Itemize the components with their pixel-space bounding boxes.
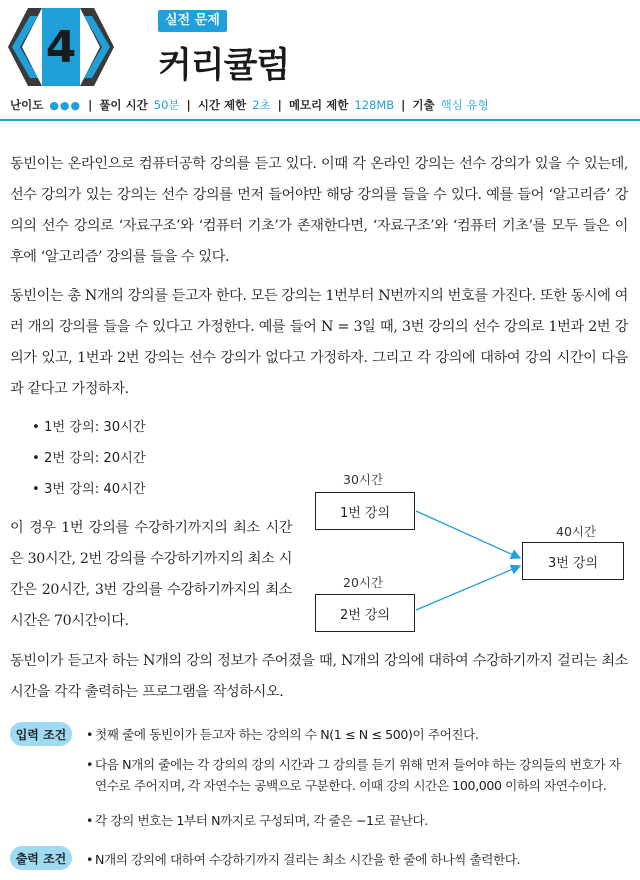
arrow-1-to-3 — [416, 511, 520, 558]
solve-time-label: 풀이 시간 — [99, 98, 148, 112]
prerequisite-diagram — [300, 460, 640, 650]
page-title: 커리큘럼 — [158, 46, 290, 86]
problem-paragraph-2: 동빈이는 총 N개의 강의를 듣고자 한다. 모든 강의는 1번부터 N번까지의 번호를 가진다. 또한 동시에 여러 개의 강의를 들을 수 있다고 가정한다. 예를 들어 N = 3일 때, 3번 강의의 선수 강의로 1번과 2번 강의가 있고, 1번과 2번 강의는 선수 강의가 없다고 가정하자. 그리고 각 강의에 대하여 강의 시간이 다음과 같다고 가정하자. — [10, 288, 628, 397]
input-condition-text: 첫째 줄에 동빈이가 듣고자 하는 강의의 수 N(1 ≤ N ≤ 500)이 주어진다. — [95, 727, 479, 742]
memory-limit-label: 메모리 제한 — [288, 98, 349, 112]
meta-separator: | — [186, 98, 191, 112]
output-condition-tag: 출력 조건 — [10, 846, 72, 870]
input-condition-text: 각 강의 번호는 1부터 N까지로 구성되며, 각 줄은 −1로 끝난다. — [95, 813, 428, 828]
arrow-2-to-3 — [416, 566, 520, 610]
input-condition-tag: 입력 조건 — [10, 722, 72, 746]
meta-separator: | — [88, 98, 93, 112]
bullet: • — [86, 727, 94, 742]
node-2-box: 2번 강의 — [315, 594, 415, 632]
node-2-time: 20시간 — [343, 575, 384, 590]
lecture-time-list — [32, 412, 146, 505]
solve-time-value: 50분 — [153, 98, 180, 112]
node-3-box: 3번 강의 — [522, 542, 624, 580]
chapter-subtitle-badge: 실전 문제 — [158, 10, 227, 32]
chapter-number: 4 — [45, 21, 77, 73]
input-condition-text: 다음 N개의 줄에는 각 강의의 강의 시간과 그 강의를 듣기 위해 먼저 들어야 하는 강의들의 번호가 자연수로 주어지며, 각 자연수는 공백으로 구분한다. 이때 강의 시간은 100,000 이하의 자연수이다. — [95, 757, 621, 793]
source-label: 기출 — [412, 98, 435, 112]
output-condition-item — [86, 849, 626, 870]
difficulty-label: 난이도 — [10, 98, 44, 112]
bullet: • — [86, 852, 94, 867]
list-item: • 2번 강의: 20시간 — [32, 451, 146, 466]
problem-paragraph-3: 이 경우 1번 강의를 수강하기까지의 최소 시간은 30시간, 2번 강의를 수강하기까지의 최소 시간은 20시간, 3번 강의를 수강하기까지의 최소 시간은 70시간이다. — [10, 520, 292, 629]
source-value: 핵심 유형 — [440, 98, 489, 112]
header-divider — [0, 119, 640, 121]
bullet: • — [86, 757, 94, 772]
bullet: • — [86, 813, 94, 828]
meta-separator: | — [277, 98, 282, 112]
problem-meta — [10, 97, 489, 113]
difficulty-dots: ●●● — [49, 98, 82, 112]
node-3-time: 40시간 — [556, 524, 597, 539]
problem-paragraph-4: 동빈이가 듣고자 하는 N개의 강의 정보가 주어졌을 때, N개의 강의에 대하여 수강하기까지 걸리는 최소 시간을 각각 출력하는 프로그램을 작성하시오. — [10, 653, 628, 700]
input-condition-item — [86, 810, 626, 831]
output-condition-text: N개의 강의에 대하여 수강하기까지 걸리는 최소 시간을 한 줄에 하나씩 출력한다. — [95, 852, 521, 867]
input-condition-item — [86, 754, 626, 796]
time-limit-label: 시간 제한 — [197, 98, 247, 112]
meta-separator: | — [401, 98, 406, 112]
list-item: • 1번 강의: 30시간 — [32, 420, 146, 435]
problem-paragraph-1: 동빈이는 온라인으로 컴퓨터공학 강의를 듣고 있다. 이때 각 온라인 강의는 선수 강의가 있을 수 있는데, 선수 강의가 있는 강의는 선수 강의를 먼저 들어야만 해당 강의를 들을 수 있다. 예를 들어 ‘알고리즘’ 강의의 선수 강의로 ‘자료구조’와 ‘컴퓨터 기초’가 존재한다면, ‘자료구조’와 ‘컴퓨터 기초’를 모두 들은 이후에 ‘알고리즘’ 강의를 들을 수 있다. — [10, 156, 628, 265]
time-limit-value: 2초 — [252, 98, 271, 112]
input-condition-item — [86, 724, 626, 745]
memory-limit-value: 128MB — [354, 98, 395, 112]
node-1-box: 1번 강의 — [315, 492, 415, 530]
node-1-time: 30시간 — [343, 472, 384, 487]
list-item: • 3번 강의: 40시간 — [32, 482, 146, 497]
